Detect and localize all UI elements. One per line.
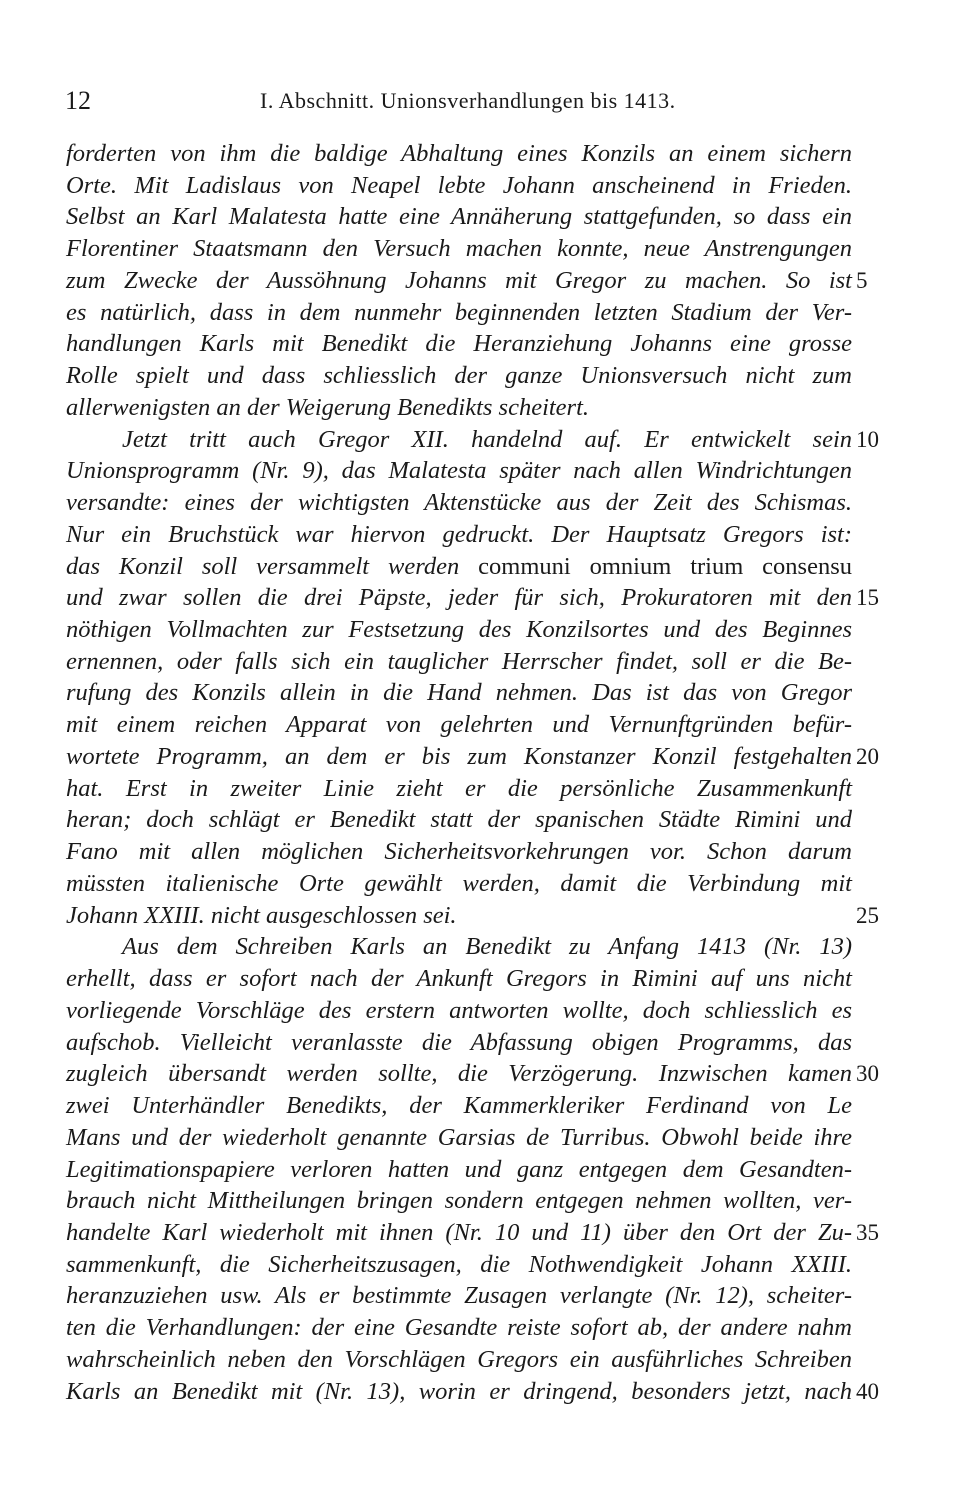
text-line xyxy=(66,963,852,995)
line-text: Karls an Benedikt mit (Nr. 13), worin er dringend, besonders jetzt, nach xyxy=(66,1377,852,1405)
line-text: und zwar sollen die drei Päpste, jeder für sich, Prokuratoren mit den xyxy=(66,584,852,612)
line-text: Rolle spielt und dass schliesslich der ganze Unionsversuch nicht zum xyxy=(66,362,852,390)
text-line xyxy=(66,931,852,963)
text-line xyxy=(66,646,852,678)
line-text: nöthigen Vollmachten zur Festsetzung des Konzilsortes und des Beginnes xyxy=(66,616,852,644)
text-line xyxy=(66,392,852,424)
text-line xyxy=(66,519,852,551)
line-text: Jetzt tritt auch Gregor XII. handelnd auf. Er entwickelt sein xyxy=(122,425,852,453)
text-line xyxy=(66,1280,852,1312)
text-line xyxy=(66,582,879,614)
line-text: aufschob. Vielleicht veranlasste die Abfassung obigen Programms, das xyxy=(66,1028,852,1056)
text-line xyxy=(66,1376,879,1408)
text-line xyxy=(66,1312,852,1344)
line-text: wortete Programm, an dem er bis zum Konstanzer Konzil festgehalten xyxy=(66,742,852,770)
text-line xyxy=(66,1090,852,1122)
text-line xyxy=(66,1058,879,1090)
text-line xyxy=(66,455,852,487)
text-line xyxy=(66,360,852,392)
line-text: heran; doch schlägt er Benedikt statt der spanischen Städte Rimini und xyxy=(66,806,852,834)
text-line xyxy=(66,1249,852,1281)
text-line xyxy=(66,677,852,709)
line-number: 35 xyxy=(856,1219,879,1245)
page-header xyxy=(65,86,870,120)
line-text: zum Zwecke der Aussöhnung Johanns mit Gregor zu machen. So ist xyxy=(66,266,852,294)
line-number: 40 xyxy=(856,1378,879,1404)
line-text: allerwenigsten an der Weigerung Benedikts scheitert. xyxy=(66,393,590,421)
line-text: vorliegende Vorschläge des erstern antworten wollte, doch schliesslich es xyxy=(66,996,852,1024)
text-line xyxy=(66,1185,852,1217)
line-text: Nur ein Bruchstück war hiervon gedruckt. Der Hauptsatz Gregors ist: xyxy=(66,520,852,548)
text-line xyxy=(66,170,852,202)
line-number: 15 xyxy=(856,585,879,611)
text-line xyxy=(66,328,852,360)
text-line xyxy=(66,804,852,836)
line-number: 5 xyxy=(856,267,868,293)
line-text: mit einem reichen Apparat von gelehrten und Vernunftgründen befür- xyxy=(66,711,852,739)
text-line xyxy=(66,424,879,456)
running-title: I. Abschnitt. Unionsverhandlungen bis 1413. xyxy=(260,88,676,113)
text-line xyxy=(66,709,852,741)
text-line xyxy=(66,265,868,297)
line-number: 10 xyxy=(856,426,879,452)
text-line xyxy=(66,233,852,265)
line-text: sammenkunft, die Sicherheitszusagen, die Nothwendigkeit Johann XXIII. xyxy=(66,1250,852,1278)
line-number: 25 xyxy=(856,902,879,928)
line-text: wahrscheinlich neben den Vorschlägen Gregors ein ausführliches Schreiben xyxy=(66,1345,852,1373)
line-number: 20 xyxy=(856,743,879,769)
text-line xyxy=(66,868,852,900)
text-line xyxy=(66,1217,879,1249)
text-line xyxy=(66,614,852,646)
text-line xyxy=(66,773,852,805)
line-text: Johann XXIII. nicht ausgeschlossen sei. xyxy=(66,901,457,929)
line-text: Fano mit allen möglichen Sicherheitsvorkehrungen vor. Schon darum xyxy=(66,838,852,866)
line-text: handelte Karl wiederholt mit ihnen (Nr. 10 und 11) über den Ort der Zu- xyxy=(66,1218,852,1246)
line-text: zwei Unterhändler Benedikts, der Kammerkleriker Ferdinand von Le xyxy=(66,1092,852,1120)
page-number: 12 xyxy=(65,86,91,115)
line-text: Selbst an Karl Malatesta hatte eine Annäherung stattgefunden, so dass ein xyxy=(66,203,852,231)
text-line xyxy=(66,1344,852,1376)
text-line xyxy=(66,487,852,519)
line-text: versandte: eines der wichtigsten Aktenstücke aus der Zeit des Schismas. xyxy=(66,489,852,517)
text-line xyxy=(66,741,879,773)
text-line xyxy=(66,900,879,932)
line-text: Legitimationspapiere verloren hatten und ganz entgegen dem Gesandten- xyxy=(66,1155,852,1183)
text-line xyxy=(66,551,852,583)
text-line xyxy=(66,201,852,233)
line-text: Unionsprogramm (Nr. 9), das Malatesta später nach allen Windrichtungen xyxy=(66,457,852,485)
text-line xyxy=(66,297,852,329)
line-text: forderten von ihm die baldige Abhaltung eines Konzils an einem sichern xyxy=(66,140,852,167)
line-text: zugleich übersandt werden sollte, die Verzögerung. Inzwischen kamen xyxy=(66,1060,852,1088)
line-text: Florentiner Staatsmann den Versuch machen konnte, neue Anstrengungen xyxy=(66,235,852,263)
body-text xyxy=(66,138,879,1407)
text-line xyxy=(66,1027,852,1059)
line-text: erhellt, dass er sofort nach der Ankunft Gregors in Rimini auf uns nicht xyxy=(66,965,852,993)
line-text: es natürlich, dass in dem nunmehr beginnenden letzten Stadium der Ver- xyxy=(66,298,852,326)
line-text: handlungen Karls mit Benedikt die Heranziehung Johanns eine grosse xyxy=(66,330,852,358)
text-line xyxy=(66,138,852,170)
text-line xyxy=(66,995,852,1027)
line-text: ernennen, oder falls sich ein tauglicher Herrscher findet, soll er die Be- xyxy=(66,647,852,675)
line-text: hat. Erst in zweiter Linie zieht er die persönliche Zusammenkunft xyxy=(66,774,852,802)
line-text: müssten italienische Orte gewählt werden, damit die Verbindung mit xyxy=(66,869,852,897)
text-line xyxy=(66,1154,852,1186)
text-line xyxy=(66,836,852,868)
line-text: ten die Verhandlungen: der eine Gesandte reiste sofort ab, der andere nahm xyxy=(66,1314,852,1342)
latin-quote: communi omnium trium consensu xyxy=(478,552,852,580)
line-text: heranzuziehen usw. Als er bestimmte Zusagen verlangte (Nr. 12), scheiter- xyxy=(66,1282,852,1310)
line-text: rufung des Konzils allein in die Hand nehmen. Das ist das von Gregor xyxy=(66,679,852,707)
line-text: Aus dem Schreiben Karls an Benedikt zu Anfang 1413 (Nr. 13) xyxy=(122,933,852,961)
line-text: Mans und der wiederholt genannte Garsias de Turribus. Obwohl beide ihre xyxy=(66,1123,852,1151)
line-text: das Konzil soll versammelt werden xyxy=(66,552,460,580)
line-text: brauch nicht Mittheilungen bringen sondern entgegen nehmen wollten, ver- xyxy=(66,1187,852,1215)
line-number: 30 xyxy=(856,1061,879,1087)
line-text: Orte. Mit Ladislaus von Neapel lebte Johann anscheinend in Frieden. xyxy=(66,171,852,199)
text-line xyxy=(66,1122,852,1154)
